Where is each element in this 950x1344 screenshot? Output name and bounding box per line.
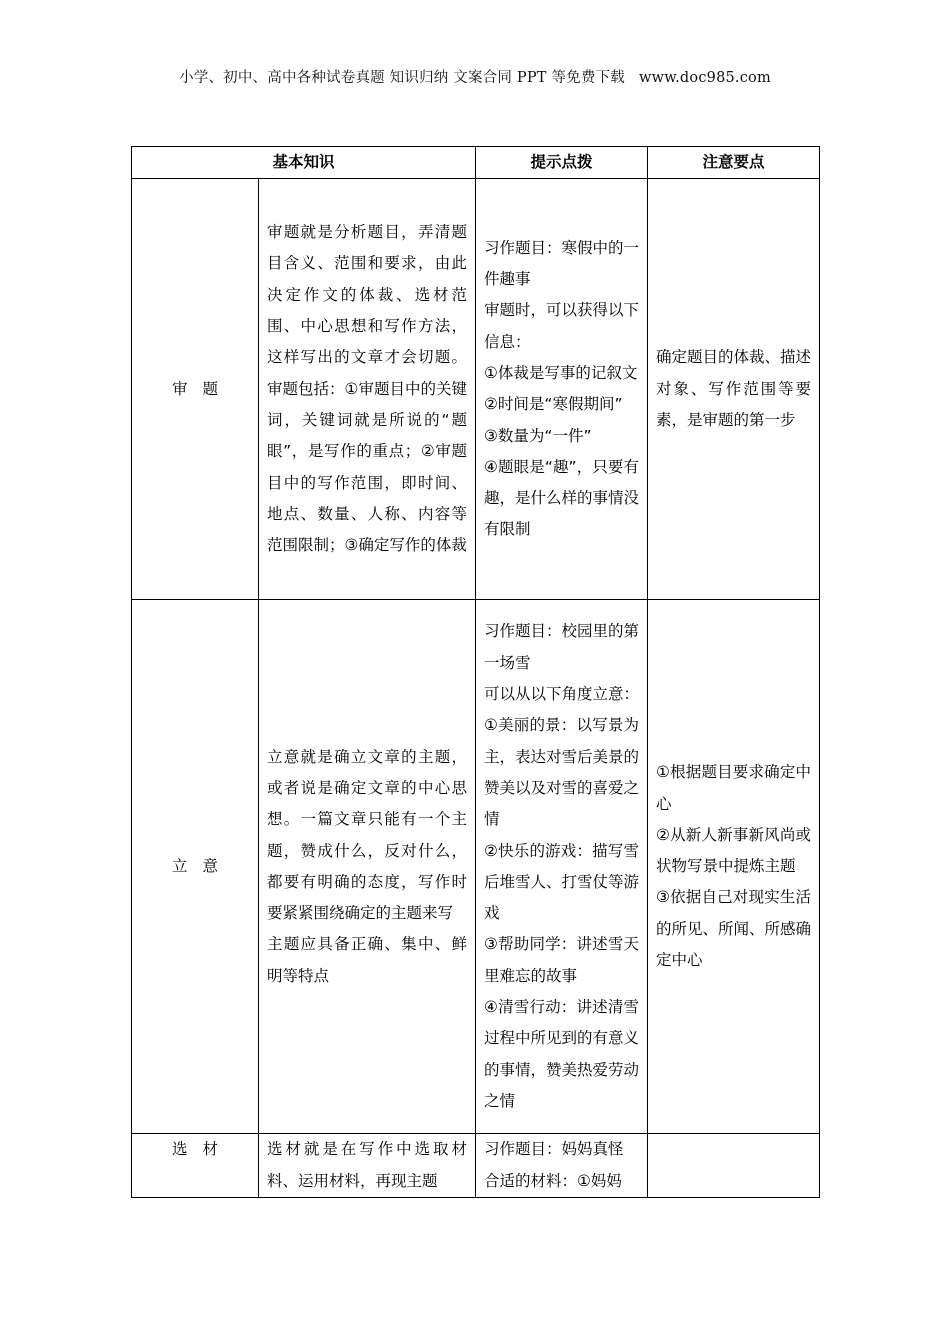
row-label-liyi: 立意 — [132, 600, 259, 1134]
hints-text: 习作题目：校园里的第一场雪 可以从以下角度立意： ①美丽的景：以写景为主，表达对雪后美景的赞美以及对雪的喜爱之情 ②快乐的游戏：描写雪后堆雪人、打雪仗等游戏 ③帮助同学：讲述雪天里难忘的故事 ④清雪行动：讲述清雪过程中所见到的有意义的事情，赞美热爱劳动之情 — [484, 622, 640, 1110]
column-header-notes: 注意要点 — [648, 147, 820, 179]
hints-text: 习作题目：妈妈真怪 合适的材料：①妈妈 — [484, 1140, 624, 1190]
knowledge-cell — [259, 1134, 476, 1198]
knowledge-text: 审题就是分析题目，弄清题目含义、范围和要求，由此决定作文的体裁、选材范围、中心思想和写作方法，这样写出的文章才会切题。审题包括：①审题目中的关键词，关键词就是所说的“题眼”，是写作的重点；②审题目中的写作范围，即时间、地点、数量、人称、内容等范围限制；③确定写作的体裁 — [267, 223, 468, 555]
table-header-row — [132, 147, 820, 179]
page-header — [0, 66, 950, 87]
notes-cell — [648, 600, 820, 1134]
hints-cell — [476, 179, 648, 600]
knowledge-cell — [259, 600, 476, 1134]
hints-text: 习作题目：寒假中的一件趣事 审题时，可以获得以下信息： ①体裁是写事的记叙文 ②时间是“寒假期间” ③数量为“一件” ④题眼是“趣”，只要有趣，是什么样的事情没有限制 — [484, 238, 640, 539]
knowledge-text: 选材就是在写作中选取材料、运用材料，再现主题 — [267, 1140, 468, 1190]
header-text: 小学、初中、高中各种试卷真题 知识归纳 文案合同 PPT 等免费下载 — [179, 70, 625, 86]
knowledge-table — [131, 146, 820, 1198]
notes-cell — [648, 1134, 820, 1198]
notes-cell — [648, 179, 820, 600]
row-label-xuancai: 选材 — [132, 1134, 259, 1198]
hints-cell — [476, 1134, 648, 1198]
table-row — [132, 1134, 820, 1198]
row-label-shenti: 审题 — [132, 179, 259, 600]
header-url[interactable]: www.doc985.com — [638, 70, 771, 86]
column-header-hints: 提示点拨 — [476, 147, 648, 179]
table-row — [132, 179, 820, 600]
hints-cell — [476, 600, 648, 1134]
notes-text: 确定题目的体裁、描述对象、写作范围等要素，是审题的第一步 — [656, 348, 812, 429]
knowledge-text: 立意就是确立文章的主题，或者说是确定文章的中心思想。一篇文章只能有一个主题，赞成什么，反对什么，都要有明确的态度，写作时要紧紧围绕确定的主题来写 主题应具备正确、集中、鲜明等特点 — [267, 747, 468, 985]
knowledge-cell — [259, 179, 476, 600]
notes-text: ①根据题目要求确定中心 ②从新人新事新风尚或状物写景中提炼主题 ③依据自己对现实生活的所见、所闻、所感确定中心 — [656, 763, 812, 970]
table-row — [132, 600, 820, 1134]
column-header-basic-knowledge: 基本知识 — [132, 147, 476, 179]
